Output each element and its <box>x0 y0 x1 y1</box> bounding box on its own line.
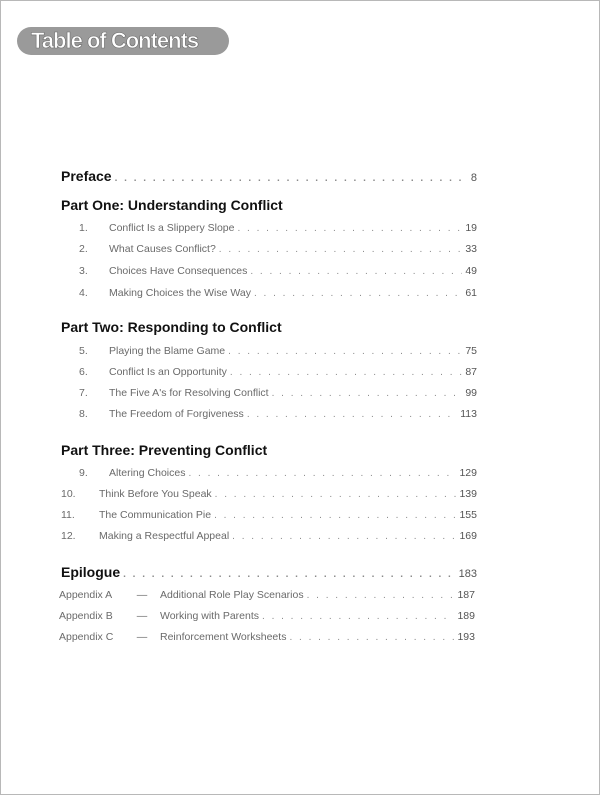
toc-entry-appendix[interactable] <box>59 589 475 601</box>
page-number: 189 <box>457 610 475 622</box>
page-number: 19 <box>465 222 477 234</box>
chapter-title: The Communication Pie <box>99 509 212 521</box>
chapter-number: 9. <box>79 467 88 479</box>
chapter-number: 10. <box>61 488 76 500</box>
title-banner <box>17 27 229 55</box>
chapter-title: The Freedom of Forgiveness <box>109 408 244 420</box>
leader-dots <box>289 632 454 643</box>
toc-entry-chapter[interactable] <box>61 387 477 399</box>
appendix-dash: — <box>136 589 148 601</box>
leader-dots <box>307 590 455 601</box>
entry-title: Preface <box>61 168 112 184</box>
part-heading: Part One: Understanding Conflict <box>61 197 283 213</box>
leader-dots <box>219 244 463 255</box>
toc-entry-epilogue[interactable] <box>61 564 477 580</box>
page-number: 139 <box>459 488 477 500</box>
chapter-title: Making Choices the Wise Way <box>109 287 251 299</box>
leader-dots <box>115 173 468 184</box>
page-number: 61 <box>465 287 477 299</box>
chapter-title: Playing the Blame Game <box>109 345 226 357</box>
chapter-number: 5. <box>79 345 88 357</box>
page-number: 193 <box>457 631 475 643</box>
toc-entry-chapter[interactable] <box>61 488 477 500</box>
page-number: 8 <box>470 172 477 184</box>
toc-entry-chapter[interactable] <box>61 265 477 277</box>
toc-entry-appendix[interactable] <box>59 610 475 622</box>
appendix-title: Additional Role Play Scenarios <box>160 589 304 601</box>
leader-dots <box>262 611 454 622</box>
chapter-title: Think Before You Speak <box>99 488 212 500</box>
toc-entry-chapter[interactable] <box>61 366 477 378</box>
leader-dots <box>214 510 456 521</box>
page-number: 113 <box>460 408 477 420</box>
toc-entry-chapter[interactable] <box>61 509 477 521</box>
toc-entry-appendix[interactable] <box>59 631 475 643</box>
leader-dots <box>188 468 456 479</box>
appendix-id: Appendix B <box>59 610 113 622</box>
appendix-id: Appendix A <box>59 589 113 601</box>
chapter-number: 11. <box>61 509 75 521</box>
appendix-dash: — <box>136 610 148 622</box>
toc-entry-chapter[interactable] <box>61 222 477 234</box>
page-number: 129 <box>459 467 477 479</box>
entry-title: Epilogue <box>61 564 121 580</box>
chapter-number: 8. <box>79 408 88 420</box>
part-heading: Part Three: Preventing Conflict <box>61 442 268 458</box>
toc-entry-chapter[interactable] <box>61 345 477 357</box>
page-number: 49 <box>465 265 477 277</box>
chapter-number: 3. <box>79 265 88 277</box>
page-number: 75 <box>465 345 477 357</box>
toc-entry-chapter[interactable] <box>61 287 477 299</box>
toc-entry-chapter[interactable] <box>61 408 477 420</box>
page-number: 87 <box>465 366 477 378</box>
chapter-title: Altering Choices <box>109 467 186 479</box>
appendix-id: Appendix C <box>59 631 114 643</box>
chapter-title: Making a Respectful Appeal <box>99 530 230 542</box>
page-number: 155 <box>459 509 477 521</box>
page-number: 183 <box>458 568 477 580</box>
chapter-number: 1. <box>79 222 88 234</box>
toc-entry-preface[interactable] <box>61 168 477 184</box>
chapter-number: 2. <box>79 243 88 255</box>
leader-dots <box>232 531 456 542</box>
page-title: Table of Contents <box>31 28 199 53</box>
page-number: 99 <box>465 387 477 399</box>
chapter-number: 4. <box>79 287 88 299</box>
chapter-title: Choices Have Consequences <box>109 265 248 277</box>
chapter-title: Conflict Is a Slippery Slope <box>109 222 235 234</box>
appendix-title: Working with Parents <box>160 610 260 622</box>
leader-dots <box>247 409 457 420</box>
appendix-dash: — <box>136 631 148 643</box>
chapter-number: 12. <box>61 530 76 542</box>
chapter-title: Conflict Is an Opportunity <box>109 366 227 378</box>
leader-dots <box>272 388 463 399</box>
page-number: 33 <box>465 243 477 255</box>
chapter-number: 7. <box>79 387 88 399</box>
leader-dots <box>123 569 456 580</box>
chapter-number: 6. <box>79 366 88 378</box>
page-number: 187 <box>457 589 475 601</box>
page-number: 169 <box>459 530 477 542</box>
leader-dots <box>228 346 462 357</box>
leader-dots <box>215 489 457 500</box>
leader-dots <box>254 288 462 299</box>
leader-dots <box>237 223 462 234</box>
appendix-title: Reinforcement Worksheets <box>160 631 287 643</box>
leader-dots <box>230 367 462 378</box>
toc-entry-chapter[interactable] <box>61 467 477 479</box>
toc-entry-chapter[interactable] <box>61 243 477 255</box>
chapter-title: The Five A's for Resolving Conflict <box>109 387 269 399</box>
part-heading: Part Two: Responding to Conflict <box>61 319 282 335</box>
chapter-title: What Causes Conflict? <box>109 243 216 255</box>
toc-entry-chapter[interactable] <box>61 530 477 542</box>
leader-dots <box>250 266 462 277</box>
